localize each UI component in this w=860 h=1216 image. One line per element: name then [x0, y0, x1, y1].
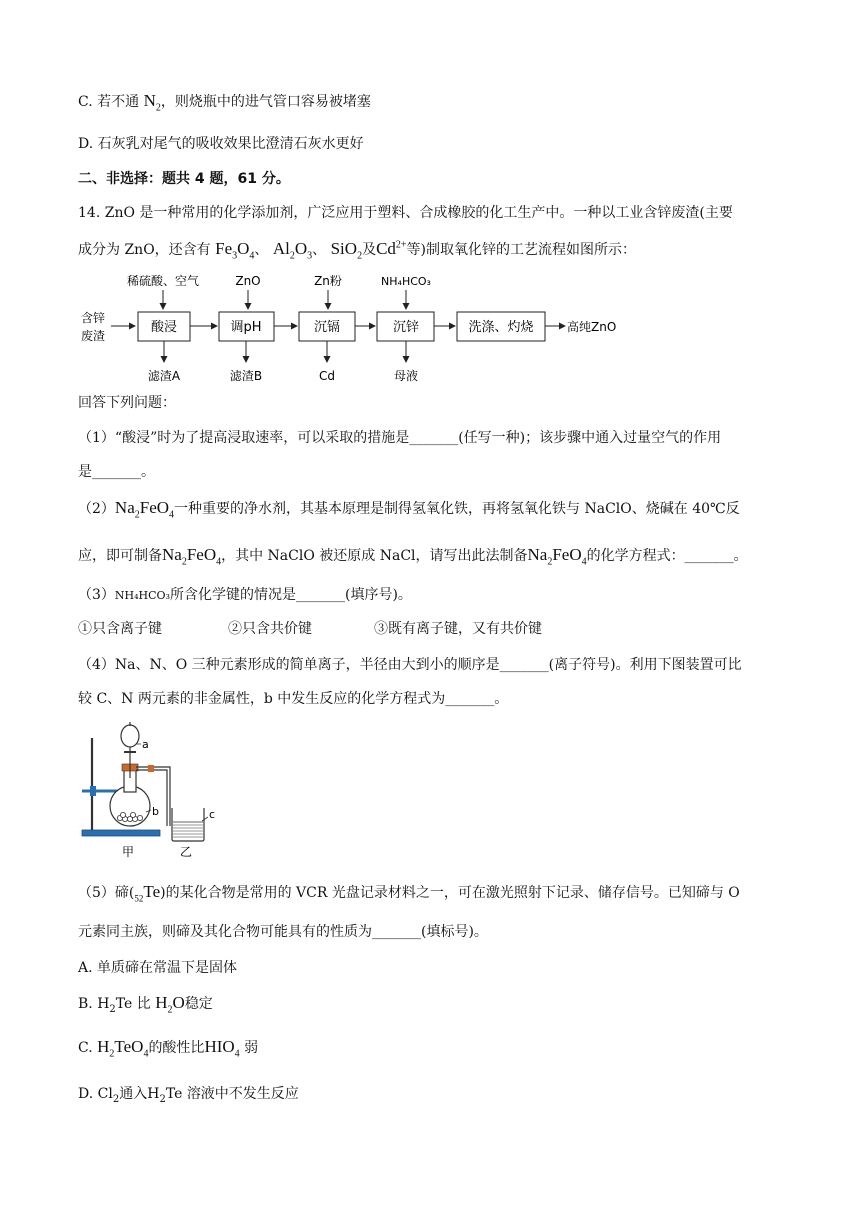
- label-a: a: [142, 738, 149, 751]
- step-box: 沉锌: [392, 320, 420, 335]
- product-label: 高纯ZnO: [567, 320, 617, 334]
- step-box: 调pH: [230, 320, 262, 335]
- formula-n2: $N_2$: [143, 91, 161, 114]
- reagent-label: Zn粉: [314, 274, 342, 288]
- q5-option-d: D. $Cl_2$通入$H_2Te$ 溶液中不发生反应: [78, 1086, 299, 1105]
- formula-fe3o4: $Fe_3O_4$: [215, 239, 255, 262]
- q2-line1: $(2)Na_2FeO_4$一种重要的净水剂，其基本原理是制得氢氧化铁，再将氢氧化铁与 NaClO、烧碱在 40℃反: [78, 498, 740, 521]
- formula-na2feo4: $Na_2FeO_4$: [162, 545, 222, 568]
- q5-option-a: A. 单质碲在常温下是固体: [78, 960, 238, 976]
- q1-line1: （1）“酸浸”时为了提高浸取速率，可以采取的措施是_______(任写一种)；该步骤中通入过量空气的作用: [78, 430, 722, 446]
- q2-line2: 应，即可制备$Na_2FeO_4$，其中 NaClO 被还原成 NaCl，请写出此法制备$Na_2FeO_4$的化学方程式：_______。: [78, 545, 748, 568]
- option-c: [78, 91, 371, 113]
- label-yi: 乙: [180, 845, 193, 859]
- section-heading: 二、非选择：题共 4 题，61 分。: [78, 171, 290, 187]
- output-label: 母液: [393, 369, 419, 383]
- formula-sio2: SiO$_2$: [330, 239, 363, 262]
- q3-line: （3）NH₄HCO₃所含化学键的情况是_______(填序号)。: [78, 587, 412, 603]
- option-d: [78, 133, 364, 153]
- apparatus-diagram: [78, 718, 228, 860]
- input-label-bottom: 废渣: [80, 329, 106, 343]
- q3-option: ③既有离子键，又有共价键: [374, 621, 542, 637]
- q14-line2: 成分为 ZnO，还含有 $Fe_3O_4$、 $Al_2O_3$、 SiO$_2$及$Cd^{2+}$等)制取氧化锌的工艺流程如图所示：: [78, 239, 637, 262]
- step-box: 酸浸: [150, 320, 178, 335]
- option-c-label: C. 若不通: [78, 94, 140, 110]
- answer-intro: 回答下列问题：: [78, 395, 176, 411]
- formula-52te: $_{52}$Te: [134, 882, 161, 904]
- reagent-label: 稀硫酸、空气: [126, 274, 200, 288]
- formula-hio4: $HIO_4$: [204, 1037, 240, 1060]
- q5-line2: 元素同主族，则碲及其化合物可能具有的性质为_______(填标号)。: [78, 924, 488, 940]
- formula-h2te: $H_2Te$: [147, 1086, 183, 1105]
- formula-h2o: $H_2O$: [155, 993, 185, 1016]
- formula-cd2plus: $Cd^{2+}$: [376, 239, 407, 258]
- reagent-label: ZnO: [235, 274, 261, 288]
- label-c: c: [209, 808, 216, 821]
- output-label: 滤渣A: [147, 369, 181, 383]
- step-box: 沉镉: [313, 320, 341, 335]
- formula-nh4hco3: NH₄HCO₃: [114, 589, 170, 602]
- option-c-text: ，则烧瓶中的进气管口容易被堵塞: [160, 94, 371, 110]
- step-box: 洗涤、灼烧: [468, 320, 534, 335]
- formula-h2teo4: $H_2TeO_4$: [97, 1037, 149, 1060]
- q4-line2: 较 C、N 两元素的非金属性，b 中发生反应的化学方程式为_______。: [78, 691, 509, 707]
- option-d-text: D. 石灰乳对尾气的吸收效果比澄清石灰水更好: [78, 136, 364, 152]
- reagent-label: NH₄HCO₃: [381, 275, 431, 288]
- label-b: b: [152, 805, 159, 818]
- q5-line1: （5）碲$(_{52}Te)$的某化合物是常用的 VCR 光盘记录材料之一，可在激光照射下记录、储存信号。已知碲与 O: [78, 882, 740, 904]
- q4-line1: （4）Na、N、O 三种元素形成的简单离子，半径由大到小的顺序是_______(离子符号)。利用下图装置可比: [78, 657, 742, 673]
- label-jia: 甲: [122, 845, 135, 859]
- process-flowchart: [78, 270, 638, 385]
- output-label: Cd: [319, 369, 335, 383]
- formula-al2o3: $Al_2O_3$: [272, 239, 313, 262]
- formula-h2te: $H_2Te$: [97, 996, 133, 1015]
- q3-option: ①只含离子键: [78, 621, 162, 637]
- q3-option: ②只含共价键: [228, 621, 312, 637]
- formula-na2feo4: $Na_2FeO_4$: [114, 498, 175, 521]
- q5-option-c: C. $H_2TeO_4$的酸性比$HIO_4$ 弱: [78, 1037, 259, 1060]
- q5-option-b: B. $H_2Te$ 比 $H_2O$稳定: [78, 993, 213, 1016]
- output-label: 滤渣B: [229, 369, 263, 383]
- formula-na2feo4: $Na_2FeO_4$: [527, 545, 587, 568]
- formula-cl2: $Cl_2$: [97, 1086, 120, 1105]
- input-label-top: 含锌: [80, 311, 106, 325]
- q1-line2: 是_______。: [78, 464, 155, 480]
- q3-options: [78, 618, 542, 638]
- q14-line1: 14. ZnO 是一种常用的化学添加剂，广泛应用于塑料、合成橡胶的化工生产中。一种以工业含锌废渣(主要: [78, 205, 733, 221]
